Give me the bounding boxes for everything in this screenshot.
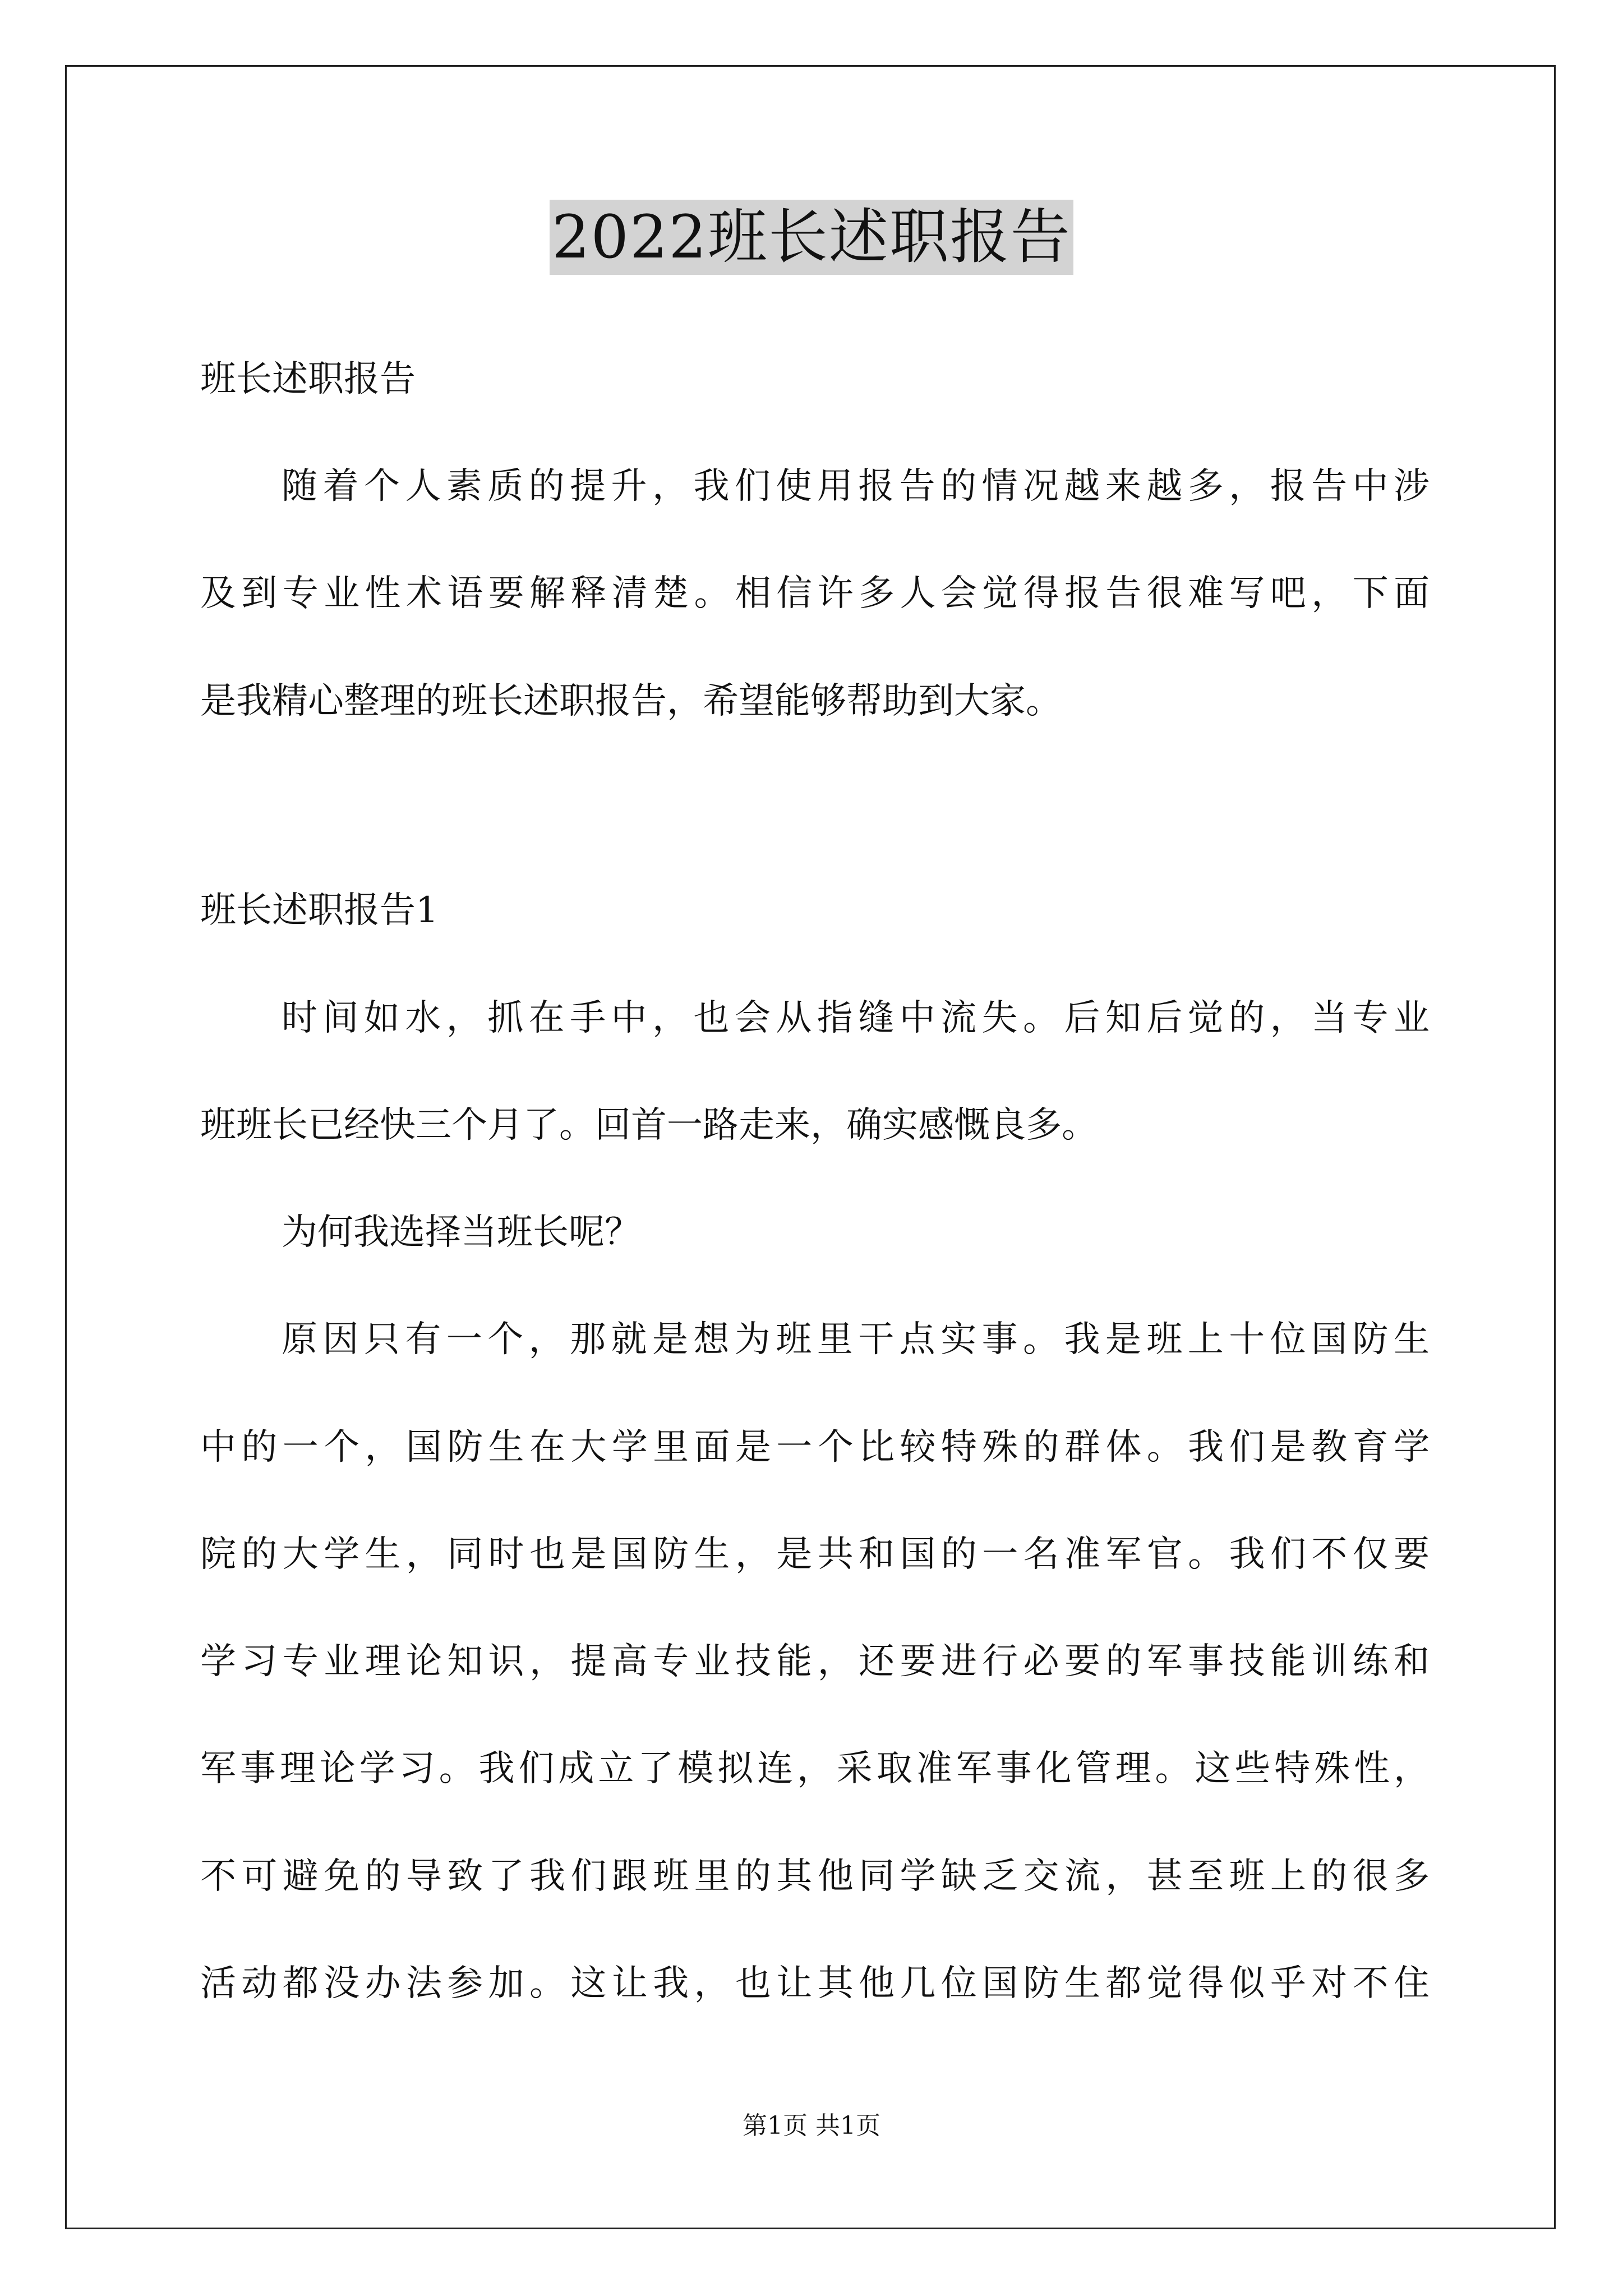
- document-title: 2022班长述职报告: [550, 200, 1073, 275]
- title-container: [0, 200, 1623, 275]
- paragraph-line: 时间如水，抓在手中，也会从指缝中流失。后知后觉的，当专业: [282, 997, 1430, 1039]
- paragraph-line: 原因只有一个，那就是想为班里干点实事。我是班上十位国防生: [282, 1319, 1430, 1360]
- intro-line: 是我精心整理的班长述职报告，希望能够帮助到大家。: [200, 680, 1062, 722]
- paragraph-line: 中的一个，国防生在大学里面是一个比较特殊的群体。我们是教育学: [200, 1427, 1430, 1468]
- intro-line: 随着个人素质的提升，我们使用报告的情况越来越多，报告中涉: [282, 466, 1430, 507]
- section-heading: 班长述职报告1: [200, 890, 439, 931]
- intro-line: 及到专业性术语要解释清楚。相信许多人会觉得报告很难写吧，下面: [200, 573, 1430, 614]
- page-footer: 第1页 共1页: [743, 2111, 880, 2140]
- paragraph-line: 活动都没办法参加。这让我，也让其他几位国防生都觉得似乎对不住: [200, 1963, 1430, 2004]
- document-subtitle: 班长述职报告: [200, 358, 416, 400]
- paragraph-line: 不可避免的导致了我们跟班里的其他同学缺乏交流，甚至班上的很多: [200, 1856, 1430, 1897]
- paragraph-line: 院的大学生，同时也是国防生，是共和国的一名准军官。我们不仅要: [200, 1534, 1430, 1575]
- question-line: 为何我选择当班长呢？: [282, 1212, 640, 1253]
- paragraph-line: 军事理论学习。我们成立了模拟连，采取准军事化管理。这些特殊性，: [200, 1748, 1430, 1789]
- paragraph-line: 学习专业理论知识，提高专业技能，还要进行必要的军事技能训练和: [200, 1641, 1430, 1682]
- paragraph-line: 班班长已经快三个月了。回首一路走来，确实感慨良多。: [200, 1105, 1098, 1146]
